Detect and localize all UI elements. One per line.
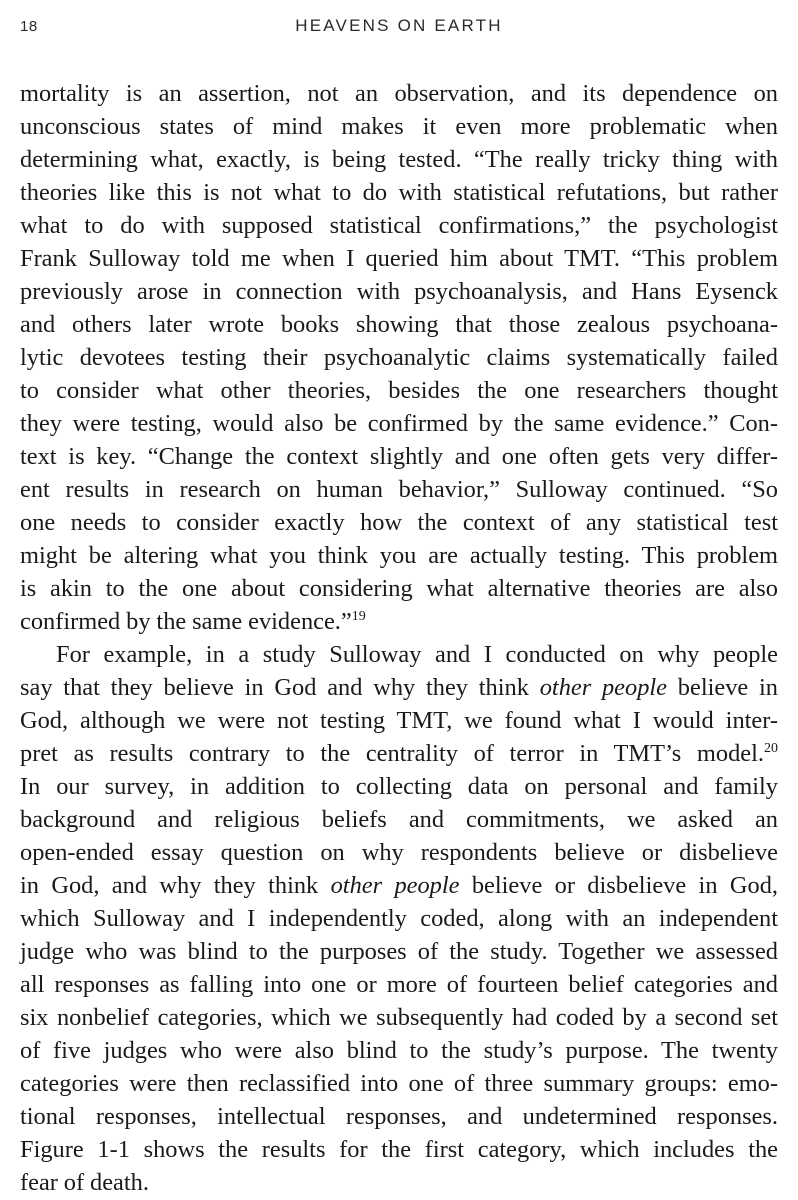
text-line: lytic devotees testing their psychoanalytic claims systematically failed	[20, 344, 778, 371]
text-line: theories like this is not what to do with statistical refutations, but rather	[20, 179, 778, 206]
text-line: open-ended essay question on why respondents believe or disbelieve	[20, 839, 778, 866]
text-line: categories were then reclassified into one of three summary groups: emo-	[20, 1070, 778, 1097]
running-head	[20, 14, 778, 44]
text-line	[20, 737, 778, 770]
body-text	[20, 77, 778, 1199]
text-line: tional responses, intellectual responses, and undetermined responses.	[20, 1103, 778, 1130]
text-run: pret as results contrary to the centrality of terror in TMT’s model.	[20, 740, 764, 767]
text-line: what to do with supposed statistical confirmations,” the psychologist	[20, 212, 778, 239]
text-line: to consider what other theories, besides the one researchers thought	[20, 377, 778, 404]
text-line: fear of death.	[20, 1169, 149, 1196]
text-line	[20, 605, 778, 638]
text-line: background and religious beliefs and commitments, we asked an	[20, 806, 778, 833]
text-line: determining what, exactly, is being tested. “The really tricky thing with	[20, 146, 778, 173]
emphasis: other people	[330, 872, 460, 899]
endnote-marker-20[interactable]: 20	[764, 741, 778, 756]
emphasis: other people	[539, 674, 668, 701]
text-line	[20, 869, 778, 902]
endnote-marker-19[interactable]: 19	[351, 609, 366, 624]
text-line: ent results in research on human behavior,” Sulloway continued. “So	[20, 476, 778, 503]
text-run: say that they believe in God and why they think	[20, 674, 540, 701]
text-line: one needs to consider exactly how the context of any statistical test	[20, 509, 778, 536]
text-line: and others later wrote books showing that those zealous psychoana-	[20, 311, 778, 338]
text-line: might be altering what you think you are actually testing. This problem	[20, 542, 778, 569]
text-line: judge who was blind to the purposes of the study. Together we assessed	[20, 938, 778, 965]
text-line: six nonbelief categories, which we subsequently had coded by a second set	[20, 1004, 778, 1031]
book-title: HEAVENS ON EARTH	[295, 16, 503, 35]
page-number: 18	[20, 18, 38, 35]
text-run: believe in	[667, 674, 778, 701]
text-line	[20, 671, 778, 704]
text-run: believe or disbelieve in God,	[459, 872, 778, 899]
text-line: previously arose in connection with psychoanalysis, and Hans Eysenck	[20, 278, 778, 305]
text-run: confirmed by the same evidence.”	[20, 608, 352, 635]
text-line: text is key. “Change the context slightly and one often gets very differ-	[20, 443, 778, 470]
text-run: in God, and why they think	[20, 872, 331, 899]
text-line: of five judges who were also blind to the study’s purpose. The twenty	[20, 1037, 778, 1064]
text-line: is akin to the one about considering what alternative theories are also	[20, 575, 778, 602]
text-line: God, although we were not testing TMT, we found what I would inter-	[20, 707, 778, 734]
text-line: unconscious states of mind makes it even more problematic when	[20, 113, 778, 140]
text-line: Figure 1-1 shows the results for the first category, which includes the	[20, 1136, 778, 1163]
text-line: In our survey, in addition to collecting data on personal and family	[20, 773, 778, 800]
text-line: which Sulloway and I independently coded, along with an independent	[20, 905, 778, 932]
text-line: Frank Sulloway told me when I queried him about TMT. “This problem	[20, 245, 778, 272]
text-line: For example, in a study Sulloway and I conducted on why people	[56, 641, 778, 668]
text-line: they were testing, would also be confirmed by the same evidence.” Con-	[20, 410, 778, 437]
text-line: mortality is an assertion, not an observation, and its dependence on	[20, 80, 778, 107]
text-line: all responses as falling into one or more of fourteen belief categories and	[20, 971, 778, 998]
